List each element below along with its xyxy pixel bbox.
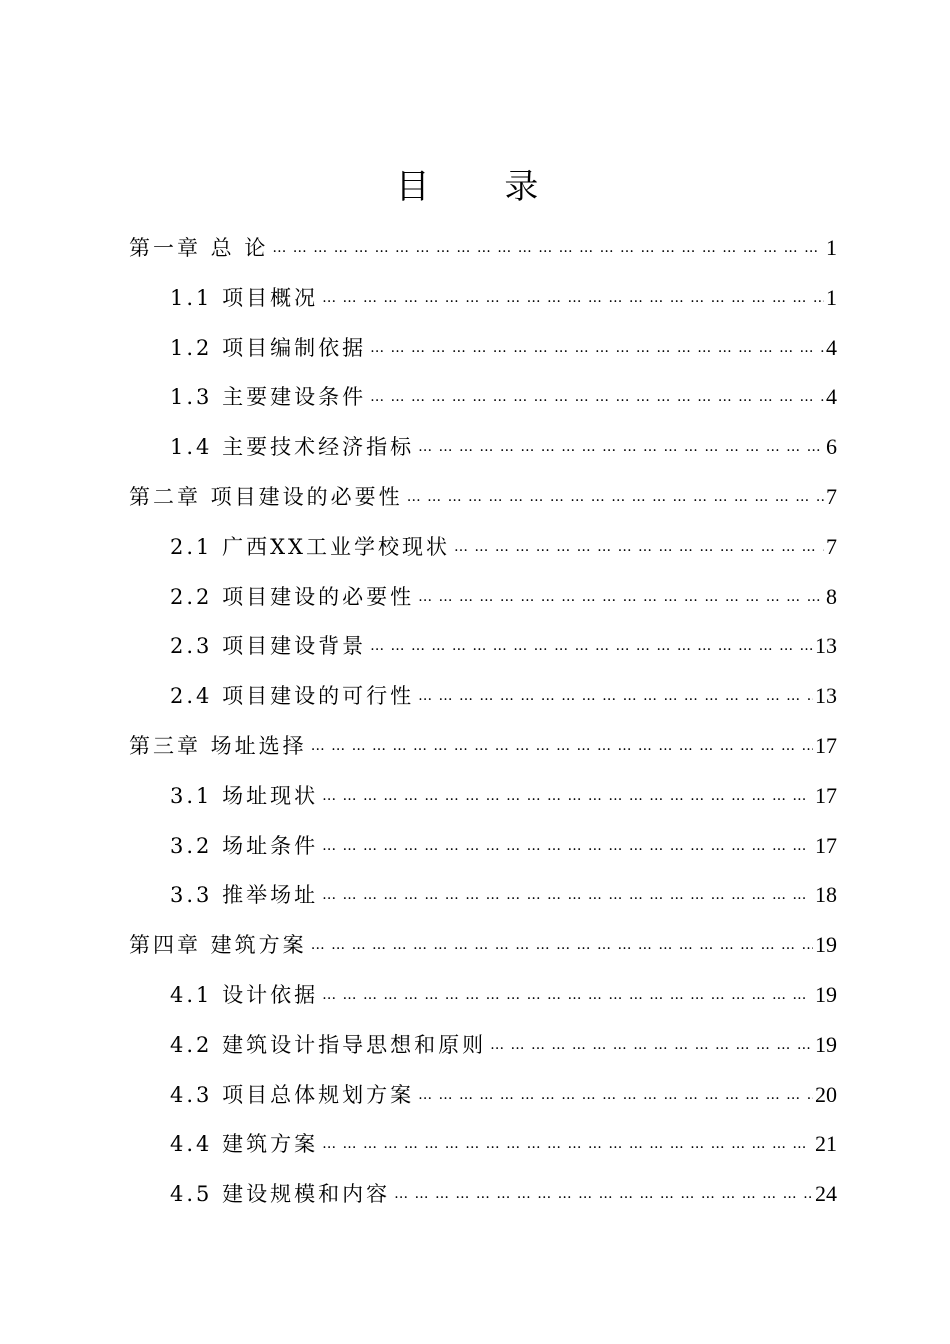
- toc-section-entry[interactable]: [170, 870, 837, 920]
- toc-entry-label: 2.2 项目建设的必要性: [170, 584, 415, 609]
- toc-leader-dots: [322, 1129, 813, 1159]
- toc-page-number: 6: [826, 434, 837, 460]
- toc-chapter-entry[interactable]: [129, 472, 837, 522]
- toc-section-entry[interactable]: [170, 621, 837, 671]
- toc-entry-label: 4.3 项目总体规划方案: [170, 1082, 415, 1107]
- toc-page-number: 1: [826, 284, 837, 310]
- toc-section-entry[interactable]: [170, 372, 837, 422]
- toc-section-entry[interactable]: [170, 1119, 837, 1169]
- toc-leader-dots: [418, 432, 824, 462]
- toc-entry-label: 4.4 建筑方案: [170, 1132, 319, 1157]
- toc-leader-dots: [311, 930, 813, 960]
- toc-entry-label: 1.3 主要建设条件: [170, 385, 367, 410]
- toc-section-entry[interactable]: [170, 572, 837, 622]
- toc-page-number: 20: [815, 1081, 837, 1107]
- toc-chapter-entry[interactable]: [129, 920, 837, 970]
- toc-entry-label: 1.4 主要技术经济指标: [170, 435, 415, 460]
- toc-chapter-entry[interactable]: [129, 721, 837, 771]
- toc-page-number: 1: [826, 235, 837, 260]
- toc-entry-label: 4.2 建筑设计指导思想和原则: [170, 1032, 487, 1057]
- toc-entry-label: 3.2 场址条件: [170, 833, 319, 858]
- toc-page-number: 4: [826, 384, 837, 410]
- toc-page-number: 24: [815, 1181, 837, 1207]
- toc-section-entry[interactable]: [170, 273, 837, 323]
- toc-entry-label: 2.3 项目建设背景: [170, 634, 367, 659]
- toc-page-number: 17: [815, 733, 837, 758]
- toc-entry-label: 3.3 推举场址: [170, 883, 319, 908]
- toc-leader-dots: [418, 1080, 813, 1110]
- toc-leader-dots: [322, 880, 813, 910]
- toc-leader-dots: [322, 980, 813, 1010]
- toc-section-entry[interactable]: [170, 771, 837, 821]
- toc-page-number: 19: [815, 982, 837, 1007]
- toc-entry-label: 1.1 项目概况: [170, 285, 319, 310]
- toc-title: 目 录: [395, 167, 571, 207]
- toc-leader-dots: [407, 482, 824, 512]
- toc-page-number: 21: [815, 1131, 837, 1157]
- toc-entry-label: 第三章 场址选择: [129, 734, 307, 758]
- toc-section-entry[interactable]: [170, 821, 837, 871]
- toc-section-entry[interactable]: [170, 671, 837, 721]
- toc-page-number: 17: [815, 832, 837, 858]
- toc-chapter-entry[interactable]: [129, 223, 837, 273]
- toc-entry-label: 第一章 总 论: [129, 236, 269, 260]
- toc-section-entry[interactable]: [170, 323, 837, 373]
- toc-entry-label: 4.1 设计依据: [170, 983, 319, 1007]
- toc-leader-dots: [418, 582, 824, 612]
- toc-entry-label: 2.4 项目建设的可行性: [170, 684, 415, 709]
- toc-page-number: 17: [815, 782, 837, 808]
- toc-leader-dots: [394, 1179, 813, 1209]
- toc-leader-dots: [322, 781, 813, 811]
- toc-page-number: 13: [815, 633, 837, 659]
- toc-section-entry[interactable]: [170, 522, 837, 572]
- toc-page-number: 18: [815, 882, 837, 908]
- toc-page-number: 8: [826, 583, 837, 609]
- toc-entry-label: 4.5 建设规模和内容: [170, 1182, 391, 1207]
- toc-entry-label: 2.1 广西XX工业学校现状: [170, 534, 450, 559]
- toc-leader-dots: [370, 333, 824, 363]
- toc-section-entry[interactable]: [170, 1070, 837, 1120]
- toc-page-number: 19: [815, 1031, 837, 1057]
- toc-leader-dots: [370, 382, 824, 412]
- toc-page-number: 19: [815, 932, 837, 958]
- toc-entry-label: 第二章 项目建设的必要性: [129, 485, 403, 509]
- toc-section-entry[interactable]: [170, 1169, 837, 1219]
- toc-section-entry[interactable]: [170, 1020, 837, 1070]
- toc-leader-dots: [322, 283, 824, 313]
- toc-page-number: 7: [826, 484, 837, 509]
- toc-section-entry[interactable]: [170, 970, 837, 1020]
- toc-page-number: 13: [815, 683, 837, 709]
- toc-leader-dots: [272, 233, 824, 263]
- toc-entry-label: 3.1 场址现状: [170, 783, 319, 808]
- toc-leader-dots: [370, 631, 813, 661]
- toc-leader-dots: [454, 532, 824, 562]
- toc-leader-dots: [311, 731, 813, 761]
- toc-entry-label: 第四章 建筑方案: [129, 933, 307, 958]
- toc-leader-dots: [322, 831, 813, 861]
- toc-leader-dots: [418, 681, 813, 711]
- toc-entry-label: 1.2 项目编制依据: [170, 335, 367, 360]
- toc-section-entry[interactable]: [170, 422, 837, 472]
- toc-page-number: 7: [826, 533, 837, 559]
- toc-leader-dots: [490, 1030, 813, 1060]
- toc-page-number: 4: [826, 334, 837, 360]
